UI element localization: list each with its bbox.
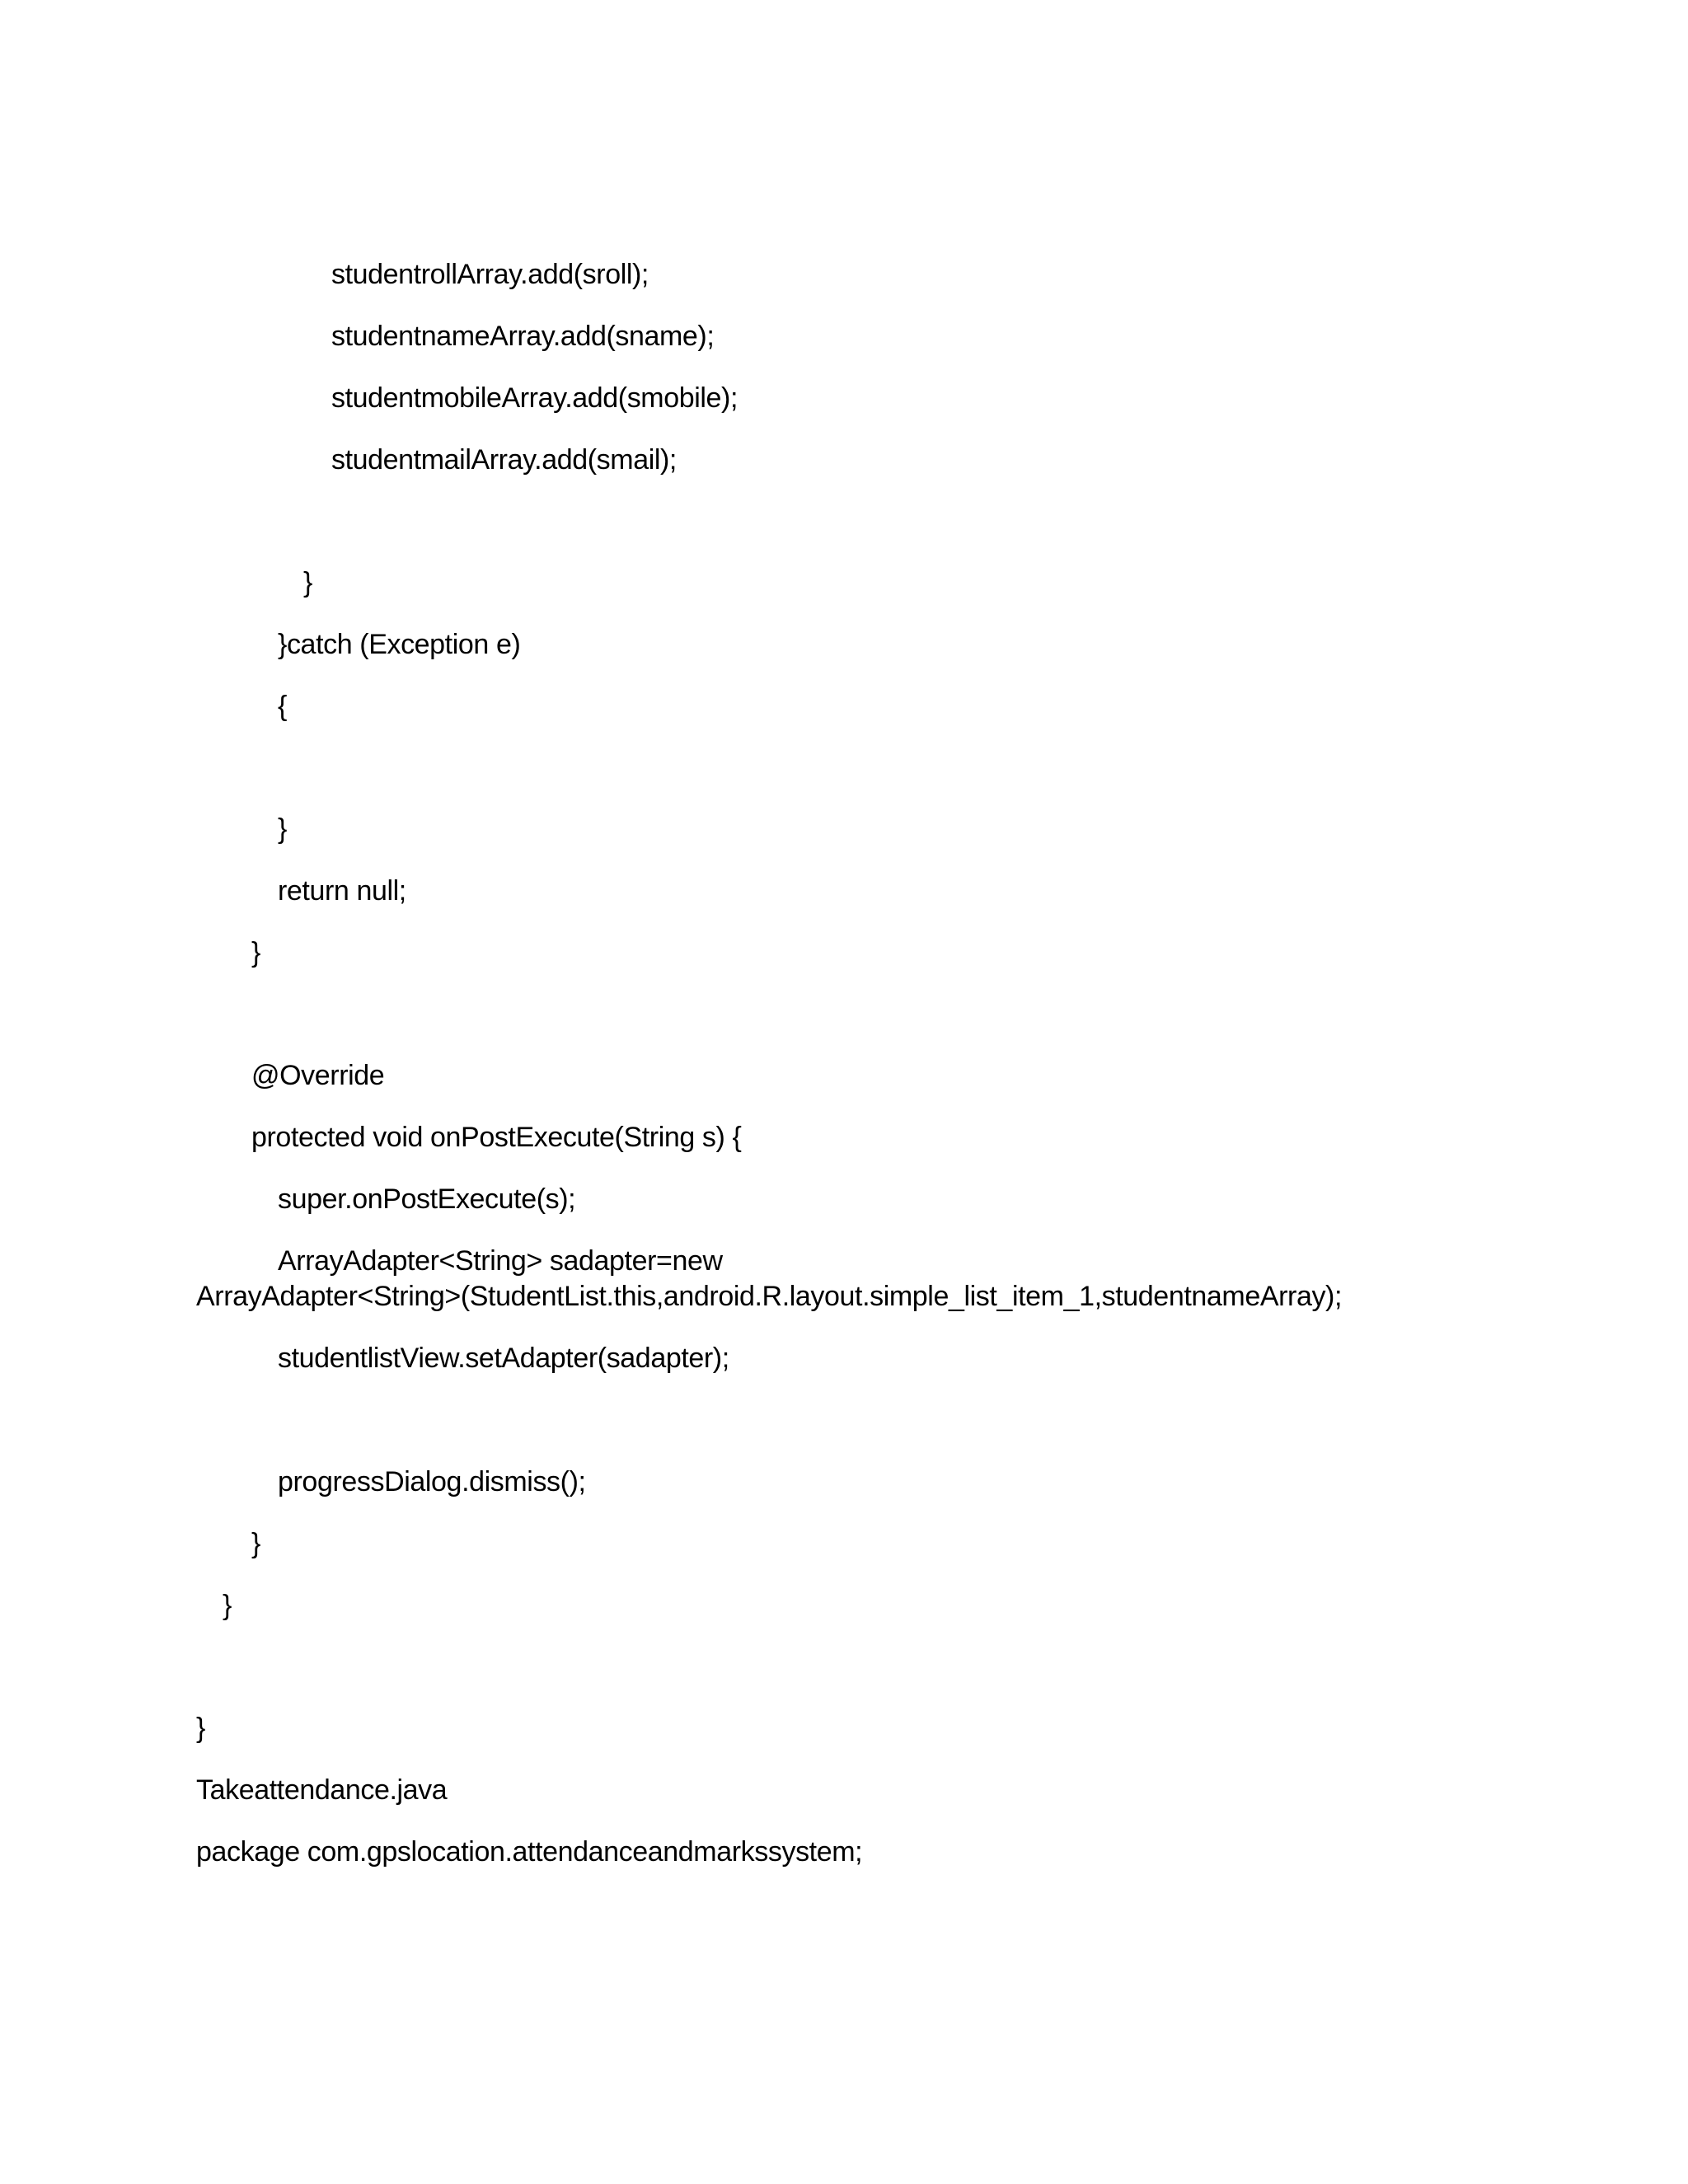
code-line: } [223, 1590, 232, 1621]
code-line: } [251, 1528, 260, 1559]
code-line: progressDialog.dismiss(); [278, 1466, 586, 1497]
code-line: ArrayAdapter<String> sadapter=new [278, 1245, 723, 1277]
code-line: studentnameArray.add(sname); [331, 321, 715, 352]
code-line: } [196, 1713, 205, 1744]
code-line: studentrollArray.add(sroll); [331, 259, 649, 290]
code-line: }catch (Exception e) [278, 629, 521, 660]
code-line: studentmobileArray.add(smobile); [331, 382, 738, 414]
code-line: ArrayAdapter<String>(StudentList.this,android.R.layout.simple_list_item_1,studentnameArray); [196, 1281, 1343, 1312]
code-line: return null; [278, 875, 406, 907]
code-line: @Override [251, 1060, 385, 1091]
code-line: protected void onPostExecute(String s) { [251, 1122, 742, 1153]
code-line: studentlistView.setAdapter(sadapter); [278, 1343, 729, 1374]
code-line: package com.gpslocation.attendanceandmarkssystem; [196, 1836, 863, 1868]
code-line: { [278, 691, 287, 722]
code-line: } [251, 937, 260, 968]
file-name-heading: Takeattendance.java [196, 1774, 448, 1806]
code-line: } [278, 813, 287, 845]
code-line: super.onPostExecute(s); [278, 1183, 576, 1215]
code-line: } [303, 567, 312, 598]
code-line: studentmailArray.add(smail); [331, 444, 677, 476]
